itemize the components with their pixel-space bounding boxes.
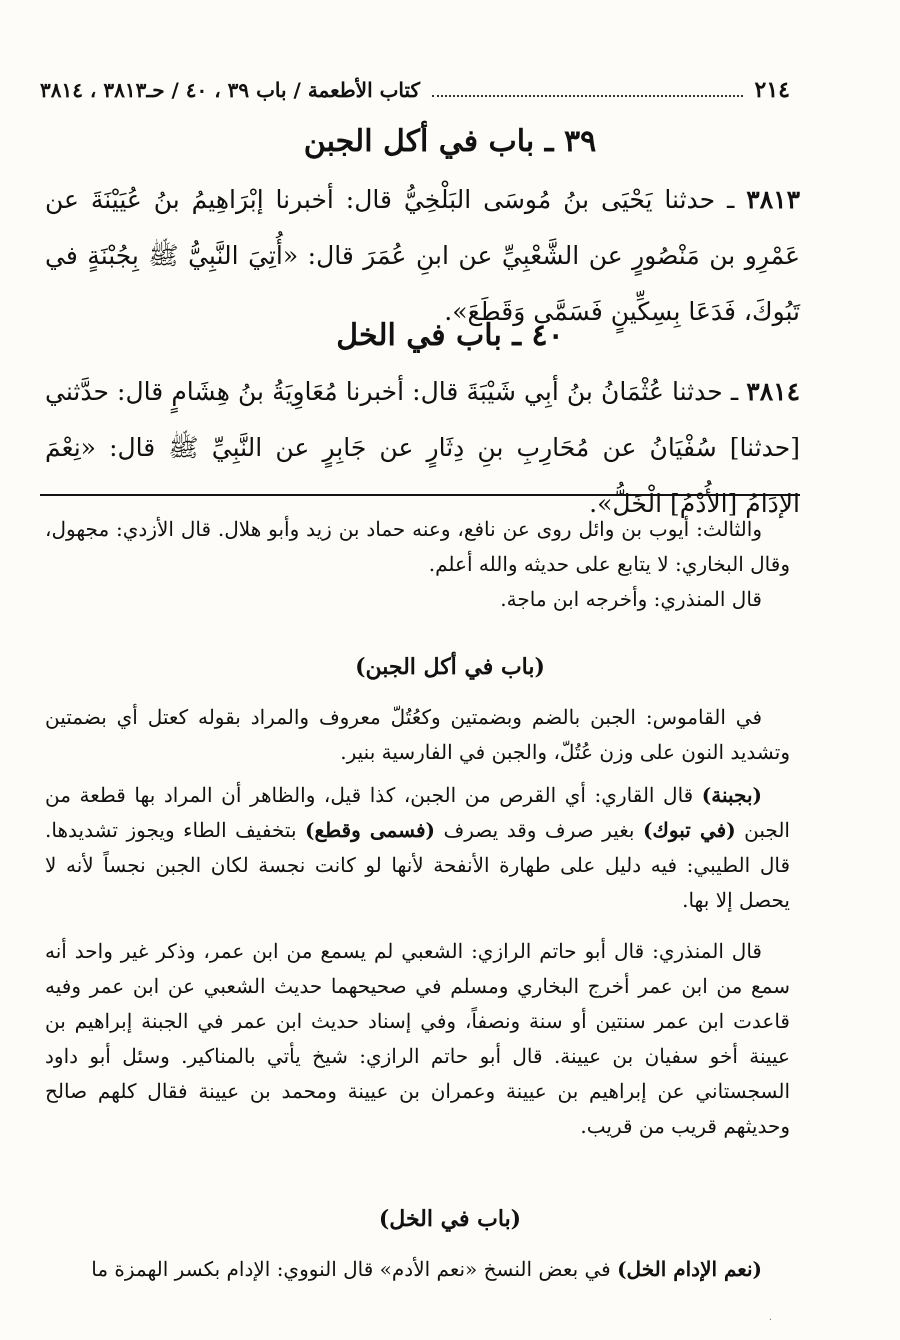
page-number: ٢١٤	[754, 77, 790, 103]
commentary-top	[45, 512, 790, 617]
running-header	[40, 72, 790, 108]
commentary-para-1: والثالث: أيوب بن وائل روى عن نافع، وعنه حماد بن زيد وأبو هلال. قال الأزدي: مجهول، وقال البخاري: لا يتابع على حديثه والله أعلم.	[45, 517, 790, 576]
commentary-para-4	[45, 778, 790, 918]
chapter-39-title: ٣٩ ـ باب في أكل الجبن	[303, 124, 597, 159]
footnote-divider	[40, 494, 800, 496]
commentary-para-5: قال المنذري: قال أبو حاتم الرازي: الشعبي لم يسمع من ابن عمر، وذكر غير واحد أنه سمع من ابن عمر أخرج البخاري ومسلم في صحيحهما حديث الشعبي عن ابن عمر وفيه قاعدت ابن عمر سنتين أو سنة ونصفاً، وفي إسناد حديث ابن عمر في الجبنة إبراهيم بن عيينة أخو سفيان بن عيينة. قال أبو حاتم الرازي: شيخ يأتي بالمناكير. وسئل أبو داود السجستاني عن إبراهيم بن عيينة وعمران بن عيينة ومحمد بن عيينة فقال كلهم صالح وحديثهم قريب من قريب.	[45, 939, 790, 1138]
hadith-3813	[45, 172, 800, 340]
commentary-para-4-text-e: بتخفيف الطاء ويجوز تشديدها. قال الطيبي: فيه دليل على طهارة الأنفحة لأنها لو كانت نجسة لكان الجبن نجساً لأنه لا يحصل إلا بها.	[45, 818, 790, 912]
hadith-3813-number: ٣٨١٣	[746, 185, 800, 214]
chapter-40-title: ٤٠ ـ باب في الخل	[336, 318, 564, 353]
commentary-para-4-text-a: قال القاري: أي القرص من الجبن، كذا قيل، والظاهر أن المراد بها قطعة من الجبن	[45, 783, 790, 842]
chapter-reference: كتاب الأطعمة / باب ٣٩ ، ٤٠ / حـ٣٨١٣ ، ٣٨١٤	[40, 78, 421, 102]
commentary-section-2-title: (باب في الخل)	[378, 1206, 522, 1232]
commentary-section-1-title: (باب في أكل الجبن)	[355, 654, 545, 680]
gloss-term-tabuk: (في تبوك)	[642, 818, 736, 842]
gloss-term-samma: (فسمى وقطع)	[305, 818, 435, 842]
commentary-section-1	[45, 700, 790, 1144]
commentary-para-3: في القاموس: الجبن بالضم وبضمتين وكعُتُلّ معروف والمراد بقوله كعتل أي بضمتين وتشديد النون على وزن عُتُلّ، والجبن في الفارسية بنير.	[45, 705, 790, 764]
commentary-para-2: قال المنذري: وأخرجه ابن ماجة.	[500, 587, 762, 611]
commentary-section-2	[45, 1252, 790, 1287]
commentary-para-4-text-c: بغير صرف وقد يصرف	[435, 818, 643, 842]
commentary-para-6	[45, 1252, 790, 1287]
hadith-3814-text: ـ حدثنا عُثْمَانُ بنُ أبِي شَيْبَةَ قال: أخبرنا مُعَاوِيَةُ بنُ هِشَامٍ قال: حدَّثني [حدثنا] سُفْيَانُ عن مُحَارِبِ بنِ دِثَارٍ عن جَابِرٍ عن النَّبِيِّ ﷺ قال: «نِعْمَ الإدَامُ [الأُدْمُ] الْخَلُّ».	[45, 377, 800, 518]
scan-speck: ·	[768, 1315, 772, 1326]
hadith-3814	[45, 364, 800, 532]
hadith-3814-number: ٣٨١٤	[746, 377, 800, 406]
leader-dots	[432, 95, 742, 97]
gloss-term-bjubna: (بجبنة)	[701, 783, 762, 807]
gloss-term-niam: (نعم الإدام الخل)	[617, 1257, 762, 1281]
commentary-para-6-text: في بعض النسخ «نعم الأدم» قال النووي: الإدام بكسر الهمزة ما	[91, 1257, 618, 1281]
hadith-3813-text: ـ حدثنا يَحْيَى بنُ مُوسَى البَلْخِيُّ قال: أخبرنا إبْرَاهِيمُ بنُ عُيَيْنَةَ عن عَمْرِو بن مَنْصُورٍ عن الشَّعْبِيِّ عن ابنِ عُمَرَ قال: «أُتِيَ النَّبِيُّ ﷺ بِجُبْنَةٍ في تَبُوكَ، فَدَعَا بِسِكِّينٍ فَسَمَّى وَقَطَعَ».	[45, 185, 800, 326]
